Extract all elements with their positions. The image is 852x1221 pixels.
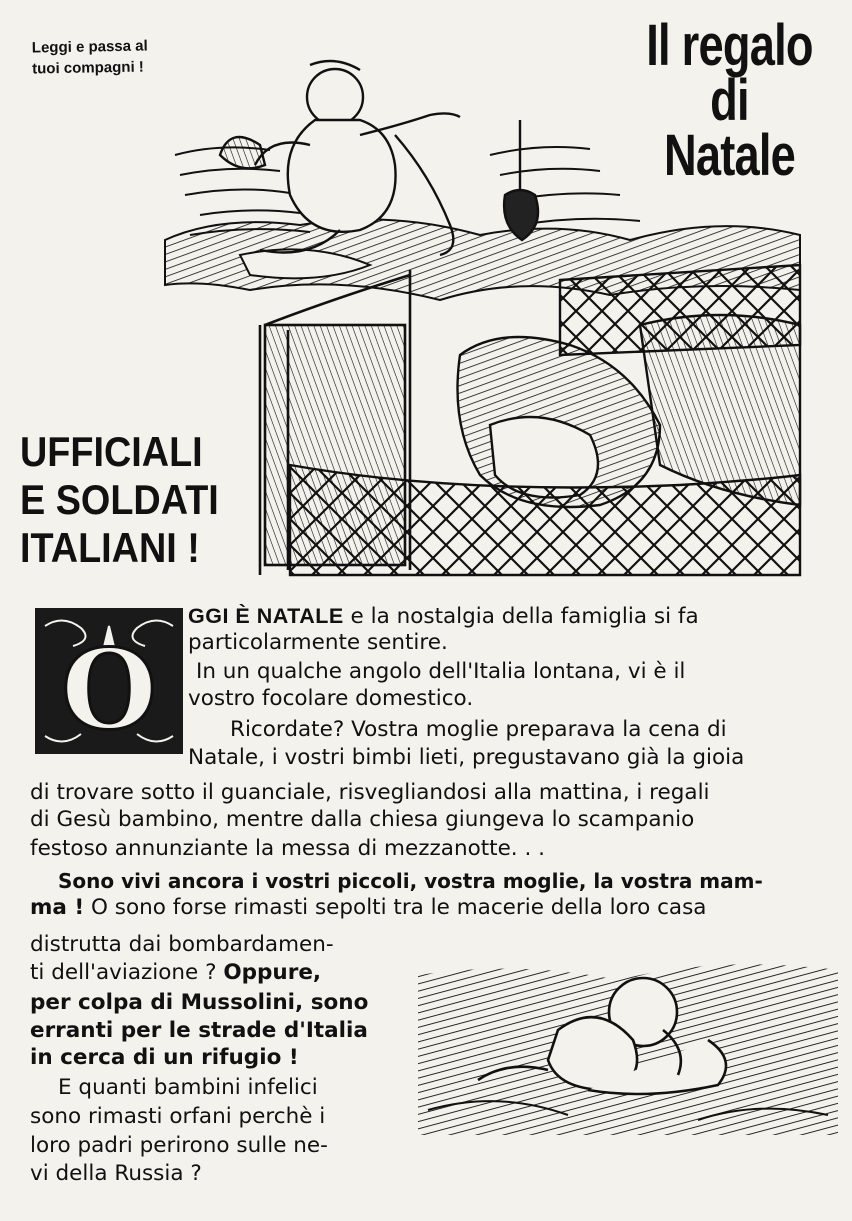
paragraph-text: ti dell'aviazione ?: [30, 960, 224, 985]
paragraph-line: Natale, i vostri bimbi lieti, pregustavano già la gioia: [188, 745, 745, 770]
paragraph-line: Ricordate? Vostra moglie preparava la cena di: [230, 717, 727, 742]
paragraph-line: di Gesù bambino, mentre dalla chiesa giungeva lo scampanio: [30, 807, 695, 832]
paragraph-line: di trovare sotto il guanciale, risvegliandosi alla mattina, i regali: [30, 780, 710, 805]
paragraph-line: sono rimasti orfani perchè i: [30, 1104, 326, 1129]
child-in-rubble-illustration: [418, 940, 838, 1135]
paragraph-line: distrutta dai bombardamen-: [30, 932, 334, 957]
paragraph-line: festoso annunziante la messa di mezzanotte. . .: [30, 836, 545, 861]
title-line: di Natale: [663, 68, 796, 188]
tagline-line: Leggi e passa al: [31, 37, 148, 57]
paragraph-line: [30, 960, 321, 987]
headline: [20, 428, 254, 572]
drop-cap-letter: O: [61, 625, 157, 754]
paragraph-line: [188, 603, 699, 631]
paragraph-line: Sono vivi ancora i vostri piccoli, vostra moglie, la vostra mam-: [58, 869, 763, 893]
paragraph-line: [30, 895, 706, 922]
paragraph-line: vostro focolare domestico.: [188, 686, 474, 711]
paragraph-text: e la nostalgia della famiglia si fa: [350, 604, 699, 629]
headline-line: UFFICIALI: [20, 428, 203, 475]
bold-text: Oppure,: [223, 960, 322, 985]
paragraph-line: In un qualche angolo dell'Italia lontana, vi è il: [196, 659, 686, 684]
paragraph-line: erranti per le strade d'Italia: [30, 1018, 368, 1043]
christmas-illustration: [160, 25, 840, 585]
paragraph-line: E quanti bambini infelici: [58, 1075, 318, 1100]
drop-cap: [33, 606, 185, 756]
headline-line: E SOLDATI: [20, 476, 219, 523]
paragraph-line: per colpa di Mussolini, sono: [30, 990, 369, 1015]
tagline-line: tuoi compagni !: [32, 58, 144, 78]
headline-line: ITALIANI !: [20, 524, 200, 571]
paragraph-line: loro padri perirono sulle ne-: [30, 1133, 328, 1158]
paragraph-text: O sono forse rimasti sepolti tra le macerie della loro casa: [84, 895, 707, 920]
title-line: Il regalo: [646, 13, 813, 78]
paragraph-line: vi della Russia ?: [30, 1161, 202, 1186]
bold-text: ma !: [30, 895, 85, 920]
paragraph-line: in cerca di un rifugio !: [30, 1045, 299, 1070]
paragraph-line: particolarmente sentire.: [188, 630, 448, 655]
opening-words: GGI È NATALE: [188, 604, 344, 628]
